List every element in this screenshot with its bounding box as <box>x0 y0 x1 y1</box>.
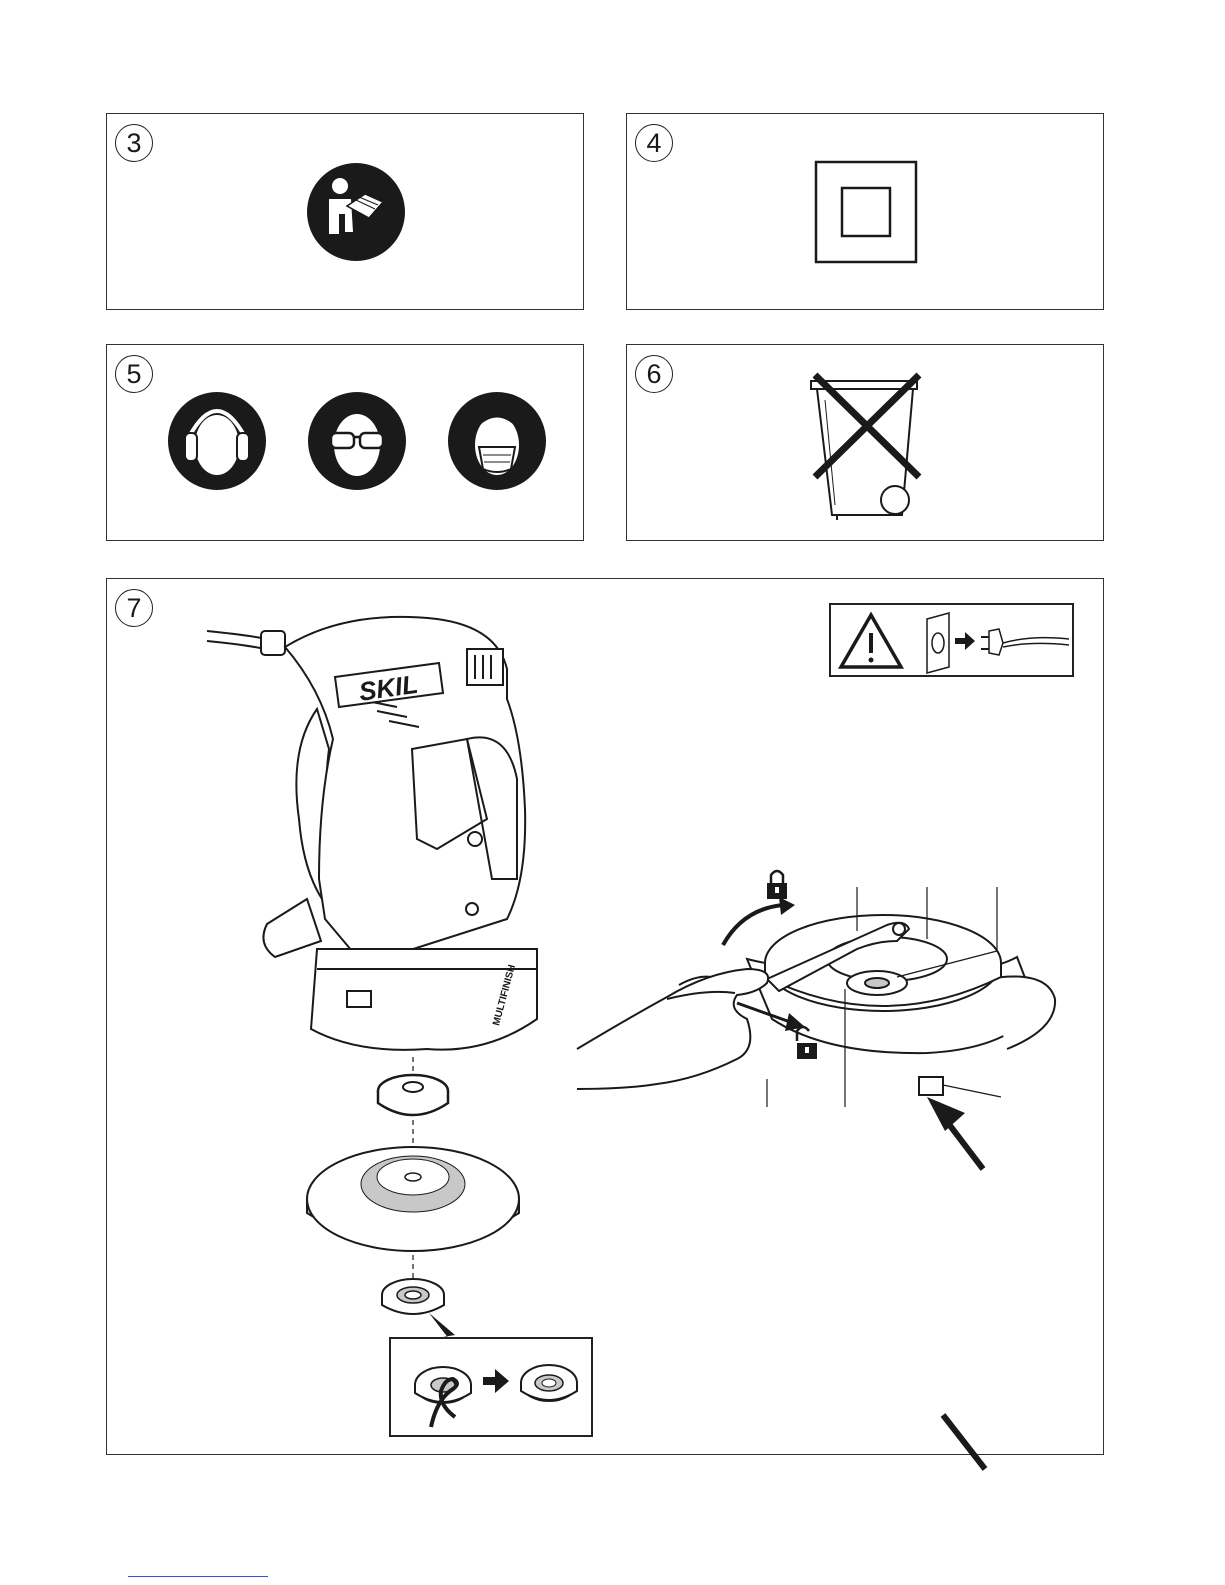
class-ii-double-insulation-icon <box>627 114 1105 311</box>
clamping-nut <box>382 1279 444 1314</box>
panel-number: 4 <box>635 124 673 162</box>
brand-text: SKIL <box>357 668 420 707</box>
wrench-scene <box>577 915 1055 1095</box>
panel-7 <box>106 578 1104 1455</box>
correct-flange-icon <box>521 1365 577 1401</box>
crossed-out-bin-icon <box>627 345 1105 542</box>
arrow-icon <box>483 1369 509 1393</box>
panel-5 <box>106 344 584 541</box>
panel-4 <box>626 113 1104 310</box>
lock-closed-icon <box>767 871 787 899</box>
panel-number: 7 <box>115 589 153 627</box>
ear-protection-icon <box>168 392 266 490</box>
panel-number: 3 <box>115 124 153 162</box>
dust-mask-icon <box>448 392 546 490</box>
panel-number: 6 <box>635 355 673 393</box>
crossed-flange-icon <box>415 1367 471 1427</box>
panel-3 <box>106 113 584 310</box>
assembly-illustration <box>107 579 1105 1456</box>
eye-protection-icon <box>308 392 406 490</box>
panel-6 <box>626 344 1104 541</box>
footer-underline <box>128 1576 268 1577</box>
read-manual-icon <box>107 114 585 311</box>
panel-number: 5 <box>115 355 153 393</box>
model-mark: MULTIFINISH <box>491 963 518 1027</box>
backing-flange <box>378 1075 448 1115</box>
sanding-disc <box>307 1147 519 1251</box>
nut-replacement-inset <box>389 1337 593 1437</box>
